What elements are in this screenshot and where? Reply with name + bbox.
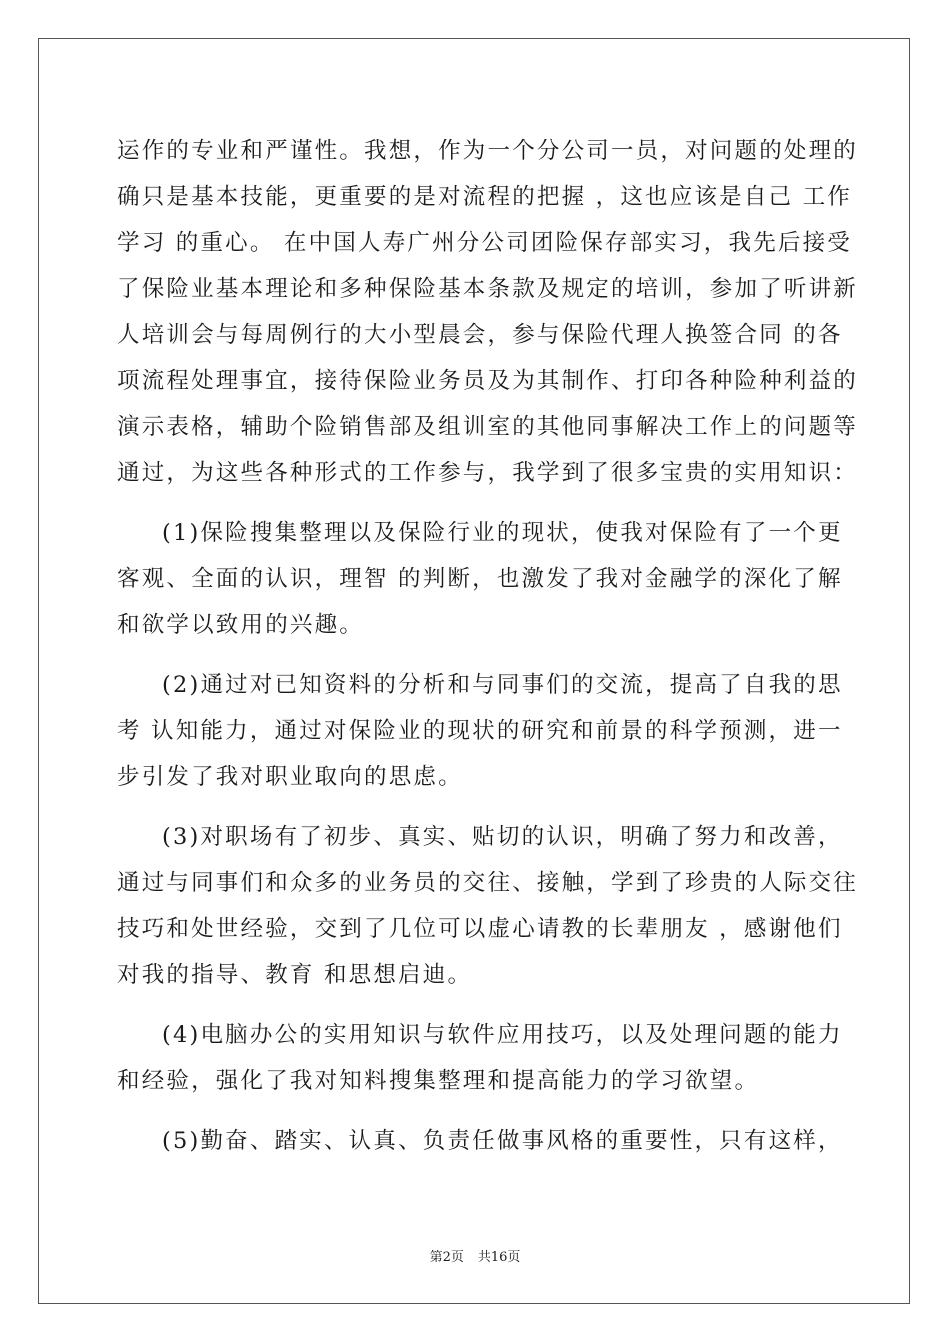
text-line: 学习 的重心。 在中国人寿广州分公司团险保存部实习，我先后接受 (117, 230, 853, 256)
text-line: 客观、全面的认识，理智 的判断，也激发了我对金融学的深化了解 (117, 566, 843, 592)
text-line: 技巧和处世经验，交到了几位可以虚心请教的长辈朋友 ，感谢他们 (117, 916, 843, 942)
text-line: 运作的专业和严谨性。我想，作为一个分公司一员，对问题的处理的 (117, 138, 859, 164)
text-line: 了保险业基本理论和多种保险基本条款及规定的培训，参加了听讲新 (117, 276, 859, 302)
text-line: 项流程处理事宜，接待保险业务员及为其制作、打印各种险种利益的 (117, 368, 859, 394)
text-line: (1)保险搜集整理以及保险行业的现状，使我对保险有了一个更 (162, 520, 843, 546)
text-line: (5)勤奋、踏实、认真、负责任做事风格的重要性，只有这样， (162, 1128, 843, 1154)
text-line: 演示表格，辅助个险销售部及组训室的其他同事解决工作上的问题等 (117, 414, 859, 440)
text-line: 步引发了我对职业取向的思虑。 (117, 764, 463, 790)
page-total: 共16页 (477, 1250, 521, 1265)
text-line: 考 认知能力，通过对保险业的现状的研究和前景的科学预测，进一 (117, 718, 843, 744)
text-line: 对我的指导、教育 和思想启迪。 (117, 962, 473, 988)
text-line: 确只是基本技能，更重要的是对流程的把握 ，这也应该是自己 工作 (117, 184, 853, 210)
text-line: 人培训会与每周例行的大小型晨会，参与保险代理人换签合同 的各 (117, 322, 843, 348)
text-line: (3)对职场有了初步、真实、贴切的认识，明确了努力和改善， (162, 824, 843, 850)
document-body (117, 128, 859, 1164)
text-line: 通过，为这些各种形式的工作参与，我学到了很多宝贵的实用知识： (117, 460, 859, 486)
text-line: 和欲学以致用的兴趣。 (117, 612, 365, 638)
text-line: 通过与同事们和众多的业务员的交往、接触，学到了珍贵的人际交往 (117, 870, 859, 896)
page-footer (0, 1246, 950, 1265)
page-number: 第2页 (429, 1250, 464, 1265)
text-line: (4)电脑办公的实用知识与软件应用技巧，以及处理问题的能力 (162, 1022, 843, 1048)
text-line: (2)通过对已知资料的分析和与同事们的交流，提高了自我的思 (162, 672, 843, 698)
text-line: 和经验，强化了我对知料搜集整理和提高能力的学习欲望。 (117, 1068, 760, 1094)
